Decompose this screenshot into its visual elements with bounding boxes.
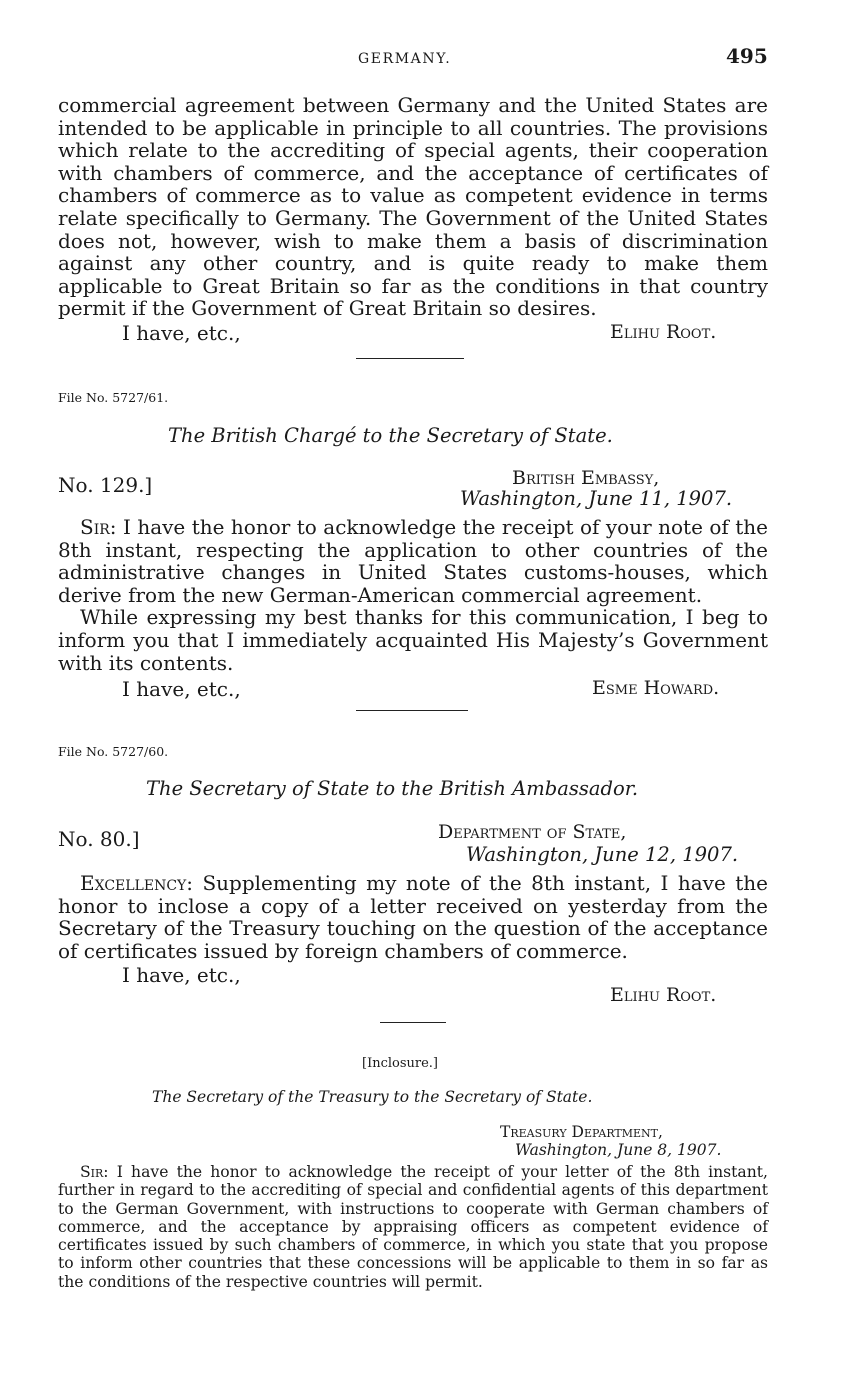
letter-date: Washington, June 12, 1907. — [466, 843, 739, 866]
section-divider — [356, 358, 464, 359]
letter-signature: Esme Howard. — [592, 677, 720, 699]
letter-body — [58, 516, 768, 674]
continuation-text: commercial agreement between Germany and the United States are intended to be applicable in principle to all countries. The provisions which relate to the accrediting of special agents, their cooperation with chambers of commerce, and the acceptance of certificates of chambers of commerce as to value as competent evidence in terms relate specifically to Germany. The Government of the United States does not, however, wish to make them a basis of discrimination against any other country, and is quite ready to make them applicable to Great Britain so far as the conditions in that country permit if the Government of Great Britain so desires. — [58, 93, 768, 321]
letter-paragraph — [58, 872, 768, 962]
letter-body — [58, 872, 768, 962]
letter-closing: I have, etc., — [122, 677, 241, 701]
continuation-paragraph — [58, 94, 768, 320]
inclosure-place: Treasury Department, — [500, 1123, 663, 1141]
letter-heading: The British Chargé to the Secretary of State. — [168, 424, 613, 447]
salutation: Sir: — [80, 515, 117, 539]
salutation: Sir: — [80, 1163, 109, 1181]
letter-place: Department of State, — [438, 821, 627, 843]
letter-paragraph: While expressing my best thanks for this communication, I beg to inform you that I immediately acquainted His Majesty’s Government with its contents. — [58, 605, 768, 675]
paragraph-text: I have the honor to acknowledge the receipt of your note of the 8th instant, respecting the application to other countries of the administrative changes in United States customs-houses, which derive from the new German-American commercial agreement. — [58, 515, 769, 607]
salutation: Excellency: — [80, 871, 194, 895]
file-number: File No. 5727/60. — [58, 744, 169, 759]
inclosure-label: [Inclosure.] — [362, 1056, 439, 1071]
letter-closing: I have, etc., — [122, 963, 241, 987]
letter-heading: The Secretary of State to the British Ambassador. — [146, 777, 639, 800]
paragraph-text: Supplementing my note of the 8th instant, I have the honor to inclose a copy of a letter received on yesterday from the Secretary of the Treasury touching on the question of the acceptance of certificates issued by foreign chambers of commerce. — [58, 871, 768, 963]
inclosure-date: Washington, June 8, 1907. — [515, 1141, 722, 1159]
page-number: 495 — [726, 44, 768, 68]
continuation-signature: Elihu Root. — [610, 321, 717, 343]
letter-place: British Embassy, — [512, 467, 660, 489]
section-divider — [356, 710, 468, 711]
letter-number: No. 129.] — [58, 473, 153, 497]
file-number: File No. 5727/61. — [58, 390, 169, 405]
continuation-closing: I have, etc., — [122, 321, 241, 345]
paragraph-text: I have the honor to acknowledge the receipt of your letter of the 8th instant, further in regard to the accrediting of special and confidential agents of this department to the German Government, with instructions to cooperate with German chambers of commerce, and the acceptance by appraising officers as competent evidence of certificates issued by such chambers of commerce, in which you state that you propose to inform other countries that these concessions will be applicable to them in so far as the conditions of the respective countries will permit. — [58, 1163, 768, 1291]
letter-date: Washington, June 11, 1907. — [460, 487, 733, 510]
letter-number: No. 80.] — [58, 827, 140, 851]
inclosure-heading: The Secretary of the Treasury to the Secretary of State. — [152, 1088, 593, 1106]
letter-signature: Elihu Root. — [610, 984, 717, 1006]
running-title: GERMANY. — [358, 51, 452, 67]
inclosure-body — [58, 1163, 768, 1291]
letter-paragraph — [58, 516, 768, 606]
section-divider — [380, 1022, 446, 1023]
inclosure-paragraph — [58, 1163, 768, 1291]
